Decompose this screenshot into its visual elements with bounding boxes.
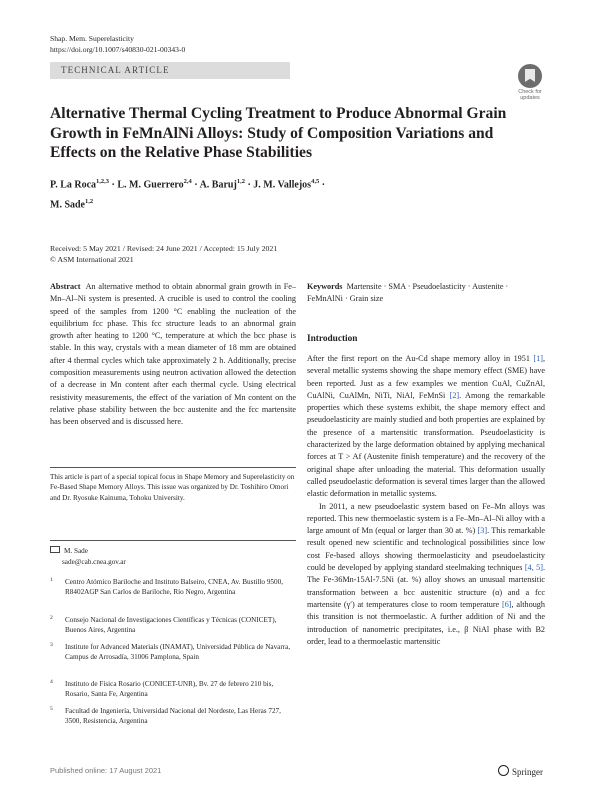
check-for-updates-label: Check for updates [518,89,542,101]
citation-link[interactable]: [6] [501,599,512,609]
article-title: Alternative Thermal Cycling Treatment to Produce Abnormal Grain Growth in FeMnAlNi Alloys: Study of Composition Variations and Effects on the Relative Phase Stabilities [50,105,507,161]
author-affil: 2,4 [183,178,192,185]
corresponding-author [50,546,126,567]
keywords-text: Martensite · SMA · Pseudoelasticity · Austenite · FeMnAlNi · Grain size [307,282,509,304]
article-type-band [50,62,290,79]
citation-link[interactable]: [1] [533,354,543,363]
affiliation: 1 Centro Atómico Bariloche and Instituto Balseiro, CNEA, Av. Bustillo 9500, R8402AGP San Carlos de Bariloche, Río Negro, Argentina [50,577,283,597]
paragraph: In 2011, a new pseudoelastic system based on Fe–Mn alloys was reported. This new thermoelastic system is a Fe–Mn–Al–Ni alloy with a large amount of Mn (equal or larger than 30 at. %) [3]. This remarkable result opened new scientific and technological possibilities since low cost Fe-based alloys showing thermoelasticity and pseudoelasticity could be developed by applying standard steelmaking techniques [4, 5]. The Fe-36Mn-15Al-7.5Ni (at. %) alloy shows an unusual martensitic transformation between a bcc austenitic structure (α) and a fcc martensite (γ′) at temperatures close to room temperature [6], although this transition is not thermoelastic. A further addition of Ni and the introduction of nanometric precipitates, i.e., β NiAl phase with B2 order, lead to a thermoelastic martensitic [307,501,546,646]
article-history [50,243,277,265]
citation-link[interactable]: [4, 5] [524,563,543,573]
publisher-name: Springer [512,767,543,777]
author-name[interactable]: M. Sade [50,199,85,211]
springer-horse-icon [498,765,509,776]
citation-link[interactable]: [2] [449,390,460,400]
copyright-line: © ASM International 2021 [50,255,134,264]
abstract-text: An alternative method to obtain abnormal grain growth in Fe–Mn–Al–Ni system is presented. A crucible is used to control the cooling speed of the samples from 1200 °C enabling the nucleation of the equilibrium fcc phase. This fcc structure leads to an abnormal grain growth after heating to 1200 °C, temperature at which the bcc phase is stable. In this way, crystals with a mean diameter of 18 mm are obtained after 4 thermal cycles which take approximately 2 h. Additionally, precise composition measurements using neutron activation allowed the detection of a decrease in Mn content after each thermal cycle. Using electrical resistivity measurements, the effect of the variation of Mn content on the relative phase stability between the bcc austenite and the fcc martensite has been observed and is discussed here. [50,282,296,427]
publisher-mark [498,764,543,777]
affiliation: 5 Facultad de Ingeniería, Universidad Nacional del Nordeste, Las Heras 727, 3500, Resistencia, Argentina [50,706,281,726]
author-list: P. La Roca$^{1,2,3}$ · L. M. Guerrero$^{2,4}$ · A. Baruj$^{1,2}$ · J. M. Vallejos$^{4,5}$ · M. Sade$^{1,2}$ [50,178,326,211]
abstract [50,281,296,429]
author-name[interactable]: P. La Roca [50,179,97,191]
envelope-icon [50,546,60,553]
author-affil: 4,5 [311,178,320,185]
divider [50,467,296,468]
citation-link[interactable]: [3] [477,526,488,536]
section-heading: Introduction [307,334,358,344]
author-affil: 1,2 [236,178,245,185]
doi-link[interactable]: https://doi.org/10.1007/s40830-021-00343-0 [50,45,186,54]
journal-name: Shap. Mem. Superelasticity [50,34,134,43]
running-header [50,33,185,55]
affiliation: 4 Instituto de Física Rosario (CONICET-UNR), Bv. 27 de febrero 210 bis, Rosario, Santa Fe, Argentina [50,679,274,699]
paragraph: After the first report on the Au-Cd shape memory alloy in 1951 [1], several metallic systems showing the shape memory effect (SME) have been reported. Just as a few examples we mention CuAl, CuZnAl, CuAlNi, CuAlMn, NiTi, NiAl, FeMnSi [2]. Among the remarkable properties which these systems exhibit, the shape memory effect and pseudoelasticity are mainly studied and both properties are explained by the presence of a martensitic transformation. Pseudoelasticity is characterized by the large deformation obtained by applying mechanical forces at T > Af (Austenite finish temperature) and the recovery of the original shape after unloading the material. This deformation usually called pseudoelastic deformation is several times larger than the allowed elastic deformation in metallic systems. [307,354,545,499]
dates-line: Received: 5 May 2021 / Revised: 24 June 2021 / Accepted: 15 July 2021 [50,244,278,253]
author-affil: 1,2,3 [96,178,110,185]
affiliation: 2 Consejo Nacional de Investigaciones Científicas y Técnicas (CONICET), Buenos Aires, Argentina [50,615,277,635]
bookmark-icon [518,64,542,88]
corresponding-email[interactable]: sade@cab.cnea.gov.ar [62,557,126,566]
keywords [307,281,545,306]
keywords-label: Keywords [307,282,343,291]
introduction-body [307,353,545,648]
corresponding-name: M. Sade [64,547,88,555]
author-name[interactable]: J. M. Vallejos [253,179,312,191]
special-issue-note: This article is part of a special topical focus in Shape Memory and Superelasticity on Fe-Based Shape Memory Alloys. This issue was organized by Dr. Toshihiro Omori and Dr. Ryosuke Kainuma, Tohoku University. [50,473,295,502]
divider [50,540,296,541]
article-type: TECHNICAL ARTICLE [61,65,170,75]
author-name[interactable]: L. M. Guerrero [117,179,184,191]
check-for-updates-button[interactable] [511,64,549,104]
author-name[interactable]: A. Baruj [199,179,237,191]
author-affil: 1,2 [85,198,94,206]
affiliation: 3 Institute for Advanced Materials (INAMAT), Universidad Pública de Navarra, Campus de Arrosadía, 31006 Pamplona, Spain [50,642,291,662]
abstract-label: Abstract [50,282,81,291]
published-online: Published online: 17 August 2021 [50,766,162,775]
